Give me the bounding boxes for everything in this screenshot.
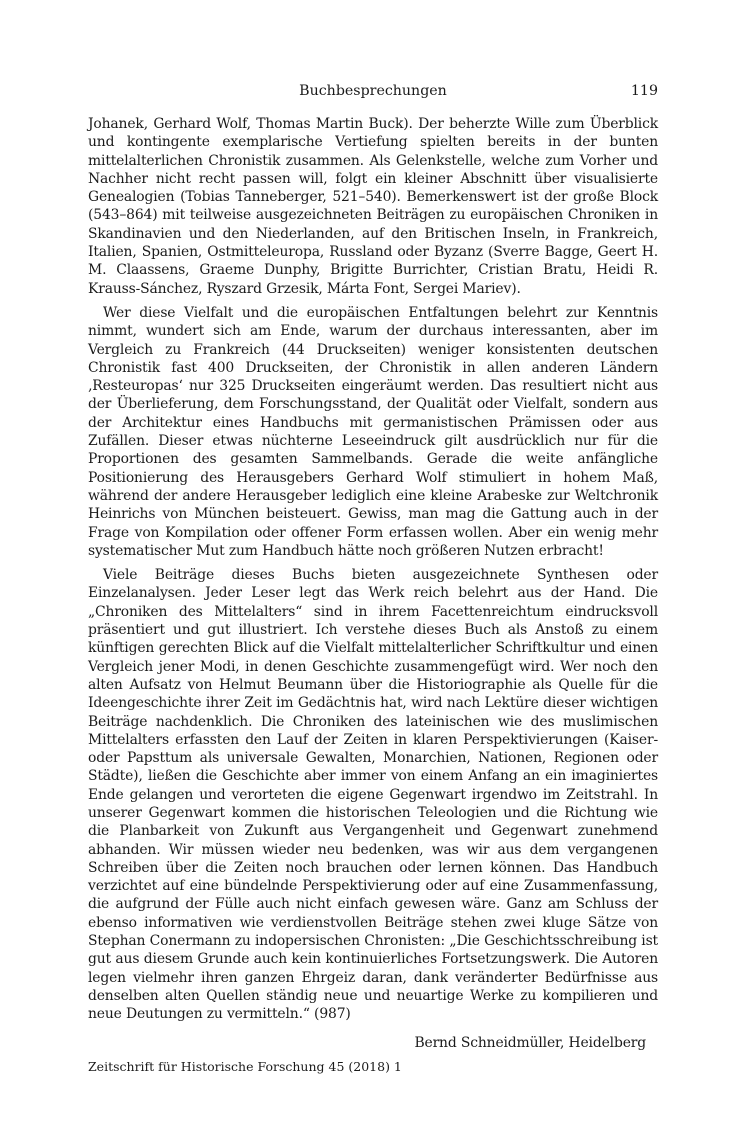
journal-footer: Zeitschrift für Historische Forschung 45 (2018) 1 — [88, 1059, 402, 1074]
review-body — [88, 115, 658, 1052]
paragraph-continuation: Johanek, Gerhard Wolf, Thomas Martin Buck). Der beherzte Wille zum Überblick und kontingente exemplarische Vertiefung spielten bereits in der bunten mittelalterlichen Chronistik zusammen. Als Gelenkstelle, welche zum Vorher und Nachher nicht recht passen will, folgt ein kleiner Abschnitt über visualisierte Genealogien (Tobias Tanneberger, 521–540). Bemerkenswert ist der große Block (543–864) mit teilweise ausgezeichneten Beiträgen zu europäischen Chroniken in Skandinavien und den Niederlanden, auf den Britischen Inseln, in Frankreich, Italien, Spanien, Ostmitteleuropa, Russland oder Byzanz (Sverre Bagge, Geert H. M. Claassens, Graeme Dunphy, Brigitte Burrichter, Cristian Bratu, Heidi R. Krauss-Sánchez, Ryszard Grzesik, Márta Font, Sergei Mariev). — [88, 116, 658, 297]
paragraph-critique: Wer diese Vielfalt und die europäischen Entfaltungen belehrt zur Kenntnis nimmt, wundert sich am Ende, warum der durchaus interessanten, aber im Vergleich zu Frankreich (44 Druckseiten) weniger konsistenten deutschen Chronistik fast 400 Druckseiten, der Chronistik in allen anderen Ländern ‚Resteuropas‘ nur 325 Druckseiten eingeräumt werden. Das resultiert nicht aus der Überlieferung, dem Forschungsstand, der Qualität oder Vielfalt, sondern aus der Architektur eines Handbuchs mit germanistischen Prämissen oder aus Zufällen. Dieser etwas nüchterne Leseeindruck gilt ausdrücklich nur für die Proportionen des gesamten Sammelbands. Gerade die weite anfängliche Positionierung des Herausgebers Gerhard Wolf stimuliert in hohem Maß, während der andere Herausgeber lediglich eine kleine Arabeske zur Weltchronik Heinrichs von München beisteuert. Gewiss, man mag die Gattung auch in der Frage von Kompilation oder offener Form erfassen wollen. Aber ein wenig mehr systematischer Mut zum Handbuch hätte noch größeren Nutzen erbracht! — [88, 304, 658, 559]
page-number: 119 — [630, 83, 658, 99]
section-title: Buchbesprechungen — [299, 83, 447, 99]
running-header — [88, 83, 658, 103]
paragraph-conclusion: Viele Beiträge dieses Buchs bieten ausgezeichnete Synthesen oder Einzelanalysen. Jeder Leser legt das Werk reich belehrt aus der Hand. Die „Chroniken des Mittelalters“ sind in ihrem Facettenreichtum eindrucksvoll präsentiert und gut illustriert. Ich verstehe dieses Buch als Anstoß zu einem künftigen gerechten Blick auf die Vielfalt mittelalterlicher Schriftkultur und einen Vergleich jener Modi, in denen Geschichte zusammengefügt wird. Wer noch den alten Aufsatz von Helmut Beumann über die Historiographie als Quelle für die Ideengeschichte ihrer Zeit im Gedächtnis hat, wird nach Lektüre dieser wichtigen Beiträge nachdenklich. Die Chroniken des lateinischen wie des muslimischen Mittelalters erfassten den Lauf der Zeiten in klaren Perspektivierungen (Kaiser- oder Papsttum als universale Gewalten, Monarchien, Nationen, Regionen oder Städte), ließen die Geschichte aber immer von einem Anfang an ein imaginiertes Ende gelangen und verorteten die eigene Gegenwart irgendwo im Zeitstrahl. In unserer Gegenwart kommen die historischen Teleologien und die Richtung wie die Planbarkeit von Zukunft aus Vergangenheit und Gegenwart zunehmend abhanden. Wir müssen wieder neu bedenken, was wir aus dem vergangenen Schreiben über die Zeiten noch brauchen oder lernen können. Das Handbuch verzichtet auf eine bündelnde Perspektivierung oder auf eine Zusammenfassung, die aufgrund der Fülle auch nicht einfach gewesen wäre. Ganz am Schluss der ebenso informativen wie verdienstvollen Beiträge stehen zwei kluge Sätze von Stephan Conermann zu indopersischen Chronisten: „Die Geschichtsschreibung ist gut aus diesem Grunde auch kein kontinuierliches Fortsetzungswerk. Die Autoren legen vielmehr ihren ganzen Ehrgeiz daran, dank veränderter Bedürfnisse aus denselben alten Quellen ständig neue und neuartige Werke zu kompilieren und neue Deutungen zu vermitteln.“ (987) — [88, 567, 658, 1023]
reviewer-signature: Bernd Schneidmüller, Heidelberg — [414, 1034, 646, 1051]
